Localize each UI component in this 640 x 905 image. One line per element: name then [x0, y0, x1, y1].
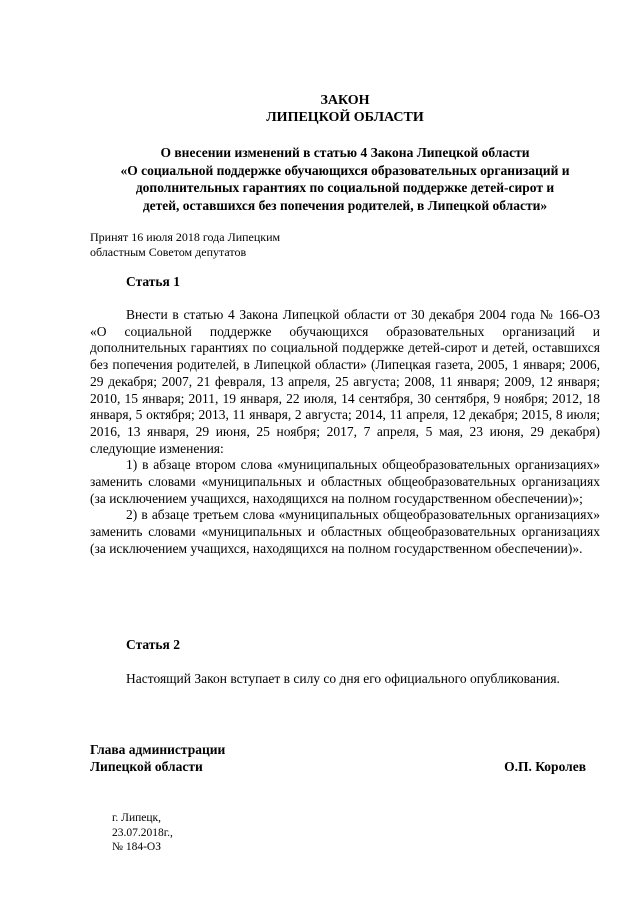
signatory-position-line-1: Глава администрации — [90, 742, 226, 757]
signatory-position-line-2: Липецкой области — [90, 759, 203, 774]
law-title-line-1: ЗАКОН — [320, 93, 370, 108]
footer-date: 23.07.2018г., — [112, 826, 173, 839]
law-title-line-2: ЛИПЕЦКОЙ ОБЛАСТИ — [266, 110, 424, 125]
law-subtitle-line-1: О внесении изменений в статью 4 Закона Липецкой области — [160, 145, 530, 160]
article-2-heading: Статья 2 — [126, 637, 180, 652]
law-subtitle-line-4: детей, оставшихся без попечения родителей, в Липецкой области» — [142, 197, 548, 213]
adoption-note-line-1: Принят 16 июля 2018 года Липецким — [90, 230, 281, 244]
article-1-heading: Статья 1 — [126, 274, 180, 289]
law-subtitle-line-3: дополнительных гарантиях по социальной поддержке детей-сирот и — [135, 180, 555, 195]
adoption-note-line-2: областным Советом депутатов — [90, 245, 247, 259]
footer-details — [112, 811, 173, 855]
footer-city: г. Липецк, — [112, 812, 161, 824]
signatory-position — [90, 741, 225, 775]
adoption-note — [90, 230, 280, 260]
law-subtitle — [86, 144, 604, 214]
article-2-body — [90, 671, 600, 688]
article-1-body — [90, 307, 600, 558]
article-2-text: Настоящий Закон вступает в силу со дня его официального опубликования. — [126, 671, 560, 686]
article-1-intro: Внести в статью 4 Закона Липецкой области от 30 декабря 2004 года № 166-ОЗ «О социальной поддержке обучающихся образовательных организаций и дополнительных гарантиях по социальной поддержке детей-сирот и детей, оставшихся без попечения родителей, в Липецкой области» (Липецкая газета, 2005, 1 января; 2006, 29 декабря; 2007, 21 февраля, 13 апреля, 25 августа; 2008, 11 января; 2009, 12 января; 2010, 15 января; 2011, 19 января, 22 июля, 14 сентября, 30 сентября, 9 ноября; 2012, 18 января, 5 октября; 2013, 11 января, 2 августа; 2014, 11 апреля, 12 декабря; 2015, 8 июля; 2016, 13 января, 29 июня, 25 ноября; 2017, 7 апреля, 5 мая, 23 июня, 29 декабря) следующие изменения: — [90, 307, 600, 456]
law-subtitle-line-2: «О социальной поддержке обучающихся образовательных организаций и — [120, 162, 570, 178]
article-1-item-1: 1) в абзаце втором слова «муниципальных общеобразовательных организациях» заменить словами «муниципальных и областных общеобразовательных организациях (за исключением учащихся, находящихся на полном государственном обеспечении)»; — [90, 457, 600, 506]
signatory-name: О.П. Королев — [504, 759, 586, 774]
article-1-item-2: 2) в абзаце третьем слова «муниципальных общеобразовательных организациях» заменить словами «муниципальных и областных общеобразовательных организациях (за исключением учащихся, находящихся на полном государственном обеспечении)». — [90, 507, 600, 556]
footer-number: № 184-ОЗ — [112, 841, 161, 853]
law-title — [90, 92, 600, 126]
